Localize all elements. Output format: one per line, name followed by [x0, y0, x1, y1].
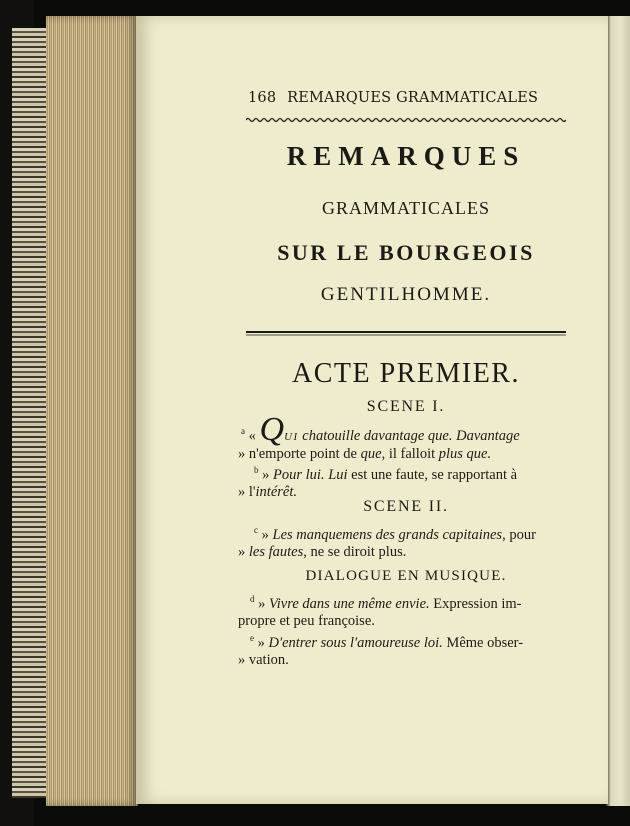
page-edges: [46, 16, 138, 806]
note-c-italic-1: Les manquemens des grands capitaines: [272, 526, 503, 543]
note-a-line-1: [241, 410, 520, 448]
note-c-line-2: [238, 544, 406, 561]
note-marker-b: b: [254, 465, 259, 475]
note-e-italic: D'entrer sous l'amoureuse loi.: [268, 634, 443, 651]
quote-mark: »: [257, 634, 265, 651]
note-e-line-2: [238, 652, 289, 669]
note-a-line-2: [238, 446, 491, 463]
dialogue-heading: DIALOGUE EN MUSIQUE.: [305, 568, 507, 584]
note-e-text-1: Même obser-: [446, 634, 524, 651]
open-quote: «: [248, 427, 256, 444]
title-line-1: REMARQUES: [286, 141, 526, 171]
cover-edge: [12, 28, 48, 798]
quote-mark: »: [258, 595, 266, 612]
running-head: [248, 90, 548, 106]
note-c-text-1: , pour: [502, 526, 536, 543]
note-c-italic-2: les fautes: [248, 544, 304, 560]
note-c-line-1: [254, 525, 536, 544]
drop-capital: Q: [259, 410, 285, 448]
note-marker-e: e: [250, 633, 254, 643]
act-heading: ACTE PREMIER.: [292, 358, 520, 389]
note-e-text-2: vation.: [248, 652, 289, 668]
note-a-text-1: chatouille davantage que.: [302, 427, 453, 444]
note-a-text-2: Davantage: [456, 427, 520, 444]
note-d-line-1: [250, 594, 521, 613]
note-a-italic-2: plus que.: [438, 446, 492, 462]
small-caps: UI: [284, 430, 299, 443]
scene-2-heading: SCENE II.: [363, 498, 449, 515]
note-b-text-2: l': [248, 484, 256, 500]
note-b-italic-2: Lui: [328, 466, 348, 483]
note-a-text-3: n'emporte point de: [248, 446, 357, 462]
note-marker-a: a: [241, 426, 245, 436]
note-d-italic: Vivre dans une même envie.: [269, 595, 430, 612]
quote-mark: »: [238, 484, 246, 500]
note-a-text-4: , il falloit: [381, 446, 436, 462]
page-number: 168: [248, 90, 277, 106]
note-c-text-2: , ne se diroit plus.: [303, 544, 407, 560]
title-line-3: SUR LE BOURGEOIS: [277, 240, 535, 265]
note-e-line-1: [250, 633, 523, 652]
note-marker-d: d: [250, 594, 255, 604]
note-d-text-2: propre et peu françoise.: [238, 613, 375, 629]
note-marker-c: c: [254, 525, 258, 535]
quote-mark: »: [238, 544, 246, 560]
note-d-text-1: Expression im-: [433, 595, 522, 612]
note-b-italic-1: Pour lui.: [273, 466, 325, 483]
title-line-2: GRAMMATICALES: [321, 198, 490, 218]
note-b-italic-3: intérêt.: [255, 484, 298, 500]
book-page: [136, 16, 608, 804]
note-b-line-1: [254, 465, 517, 484]
section-rule: [246, 330, 566, 336]
scene-1-heading: SCENE I.: [366, 398, 446, 415]
quote-mark: »: [261, 526, 269, 543]
note-d-line-2: [238, 613, 375, 630]
title-line-4: GENTILHOMME.: [320, 284, 492, 305]
wavy-rule: [246, 116, 566, 124]
quote-mark: »: [238, 652, 246, 668]
note-a-italic-1: que: [360, 446, 382, 462]
quote-mark: »: [262, 466, 270, 483]
quote-mark: »: [238, 446, 246, 462]
running-head-title: REMARQUES GRAMMATICALES: [287, 90, 539, 106]
note-b-text: est une faute, se rapportant à: [351, 466, 518, 483]
